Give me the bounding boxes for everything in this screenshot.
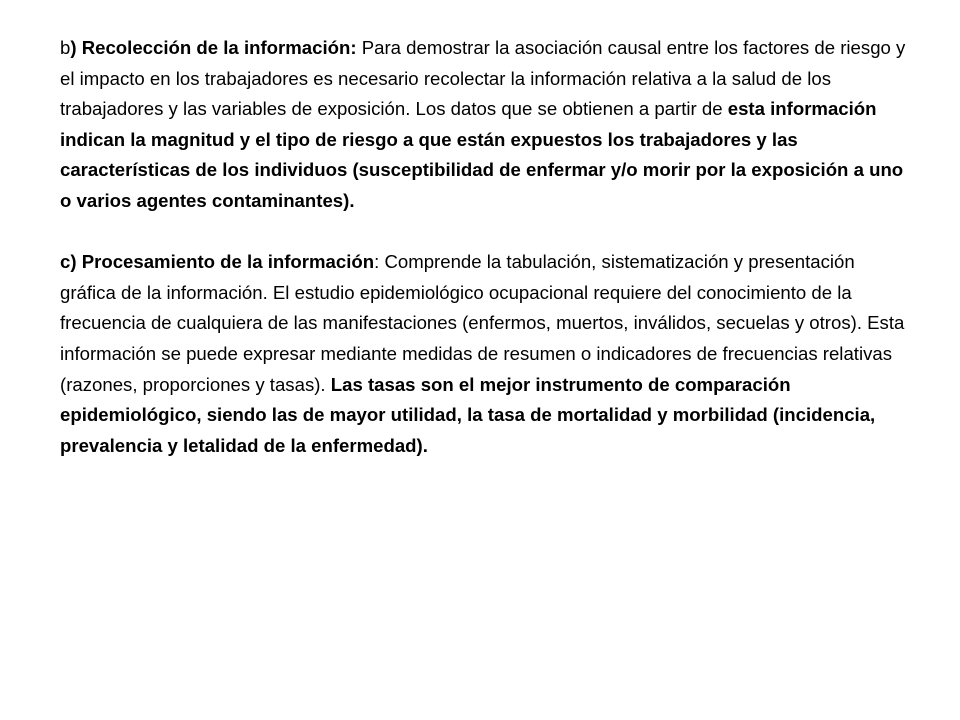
- text-block: [60, 33, 910, 461]
- paragraph-procesamiento-heading: c) Procesamiento de la información: [60, 251, 375, 273]
- paragraph-procesamiento: [60, 247, 910, 461]
- paragraph-recoleccion: [60, 33, 910, 217]
- paragraph-recoleccion-emphasis: esta información indican la magnitud y el tipo de riesgo a que están expuestos los trabajadores y las características de los individuos (susceptibilidad de enfermar y/o morir por la exposición a uno o varios agentes contaminantes).: [60, 98, 904, 211]
- paragraph-recoleccion-prefix: b: [60, 37, 71, 58]
- paragraph-procesamiento-emphasis: Las tasas son el mejor instrumento de comparación epidemiológico, siendo las de mayor utilidad, la tasa de mortalidad y morbilidad (incidencia, prevalencia y letalidad de la enfermedad).: [60, 373, 876, 456]
- paragraph-recoleccion-text: Para demostrar la asociación causal entre los factores de riesgo y el impacto en los trabajadores es necesario recolectar la información relativa a la salud de los trabajadores y las variables de exposición. Los datos que se obtienen a partir de: [60, 37, 906, 120]
- paragraph-procesamiento-text: : Comprende la tabulación, sistematización y presentación gráfica de la información. El estudio epidemiológico ocupacional requiere del conocimiento de la frecuencia de cualquiera de las manifestaciones (enfermos, muertos, inválidos, secuelas y otros). Esta información se puede expresar mediante medidas de resumen o indicadores de frecuencias relativas (razones, proporciones y tasas).: [60, 251, 905, 395]
- paragraph-recoleccion-heading: ) Recolección de la información:: [70, 37, 357, 58]
